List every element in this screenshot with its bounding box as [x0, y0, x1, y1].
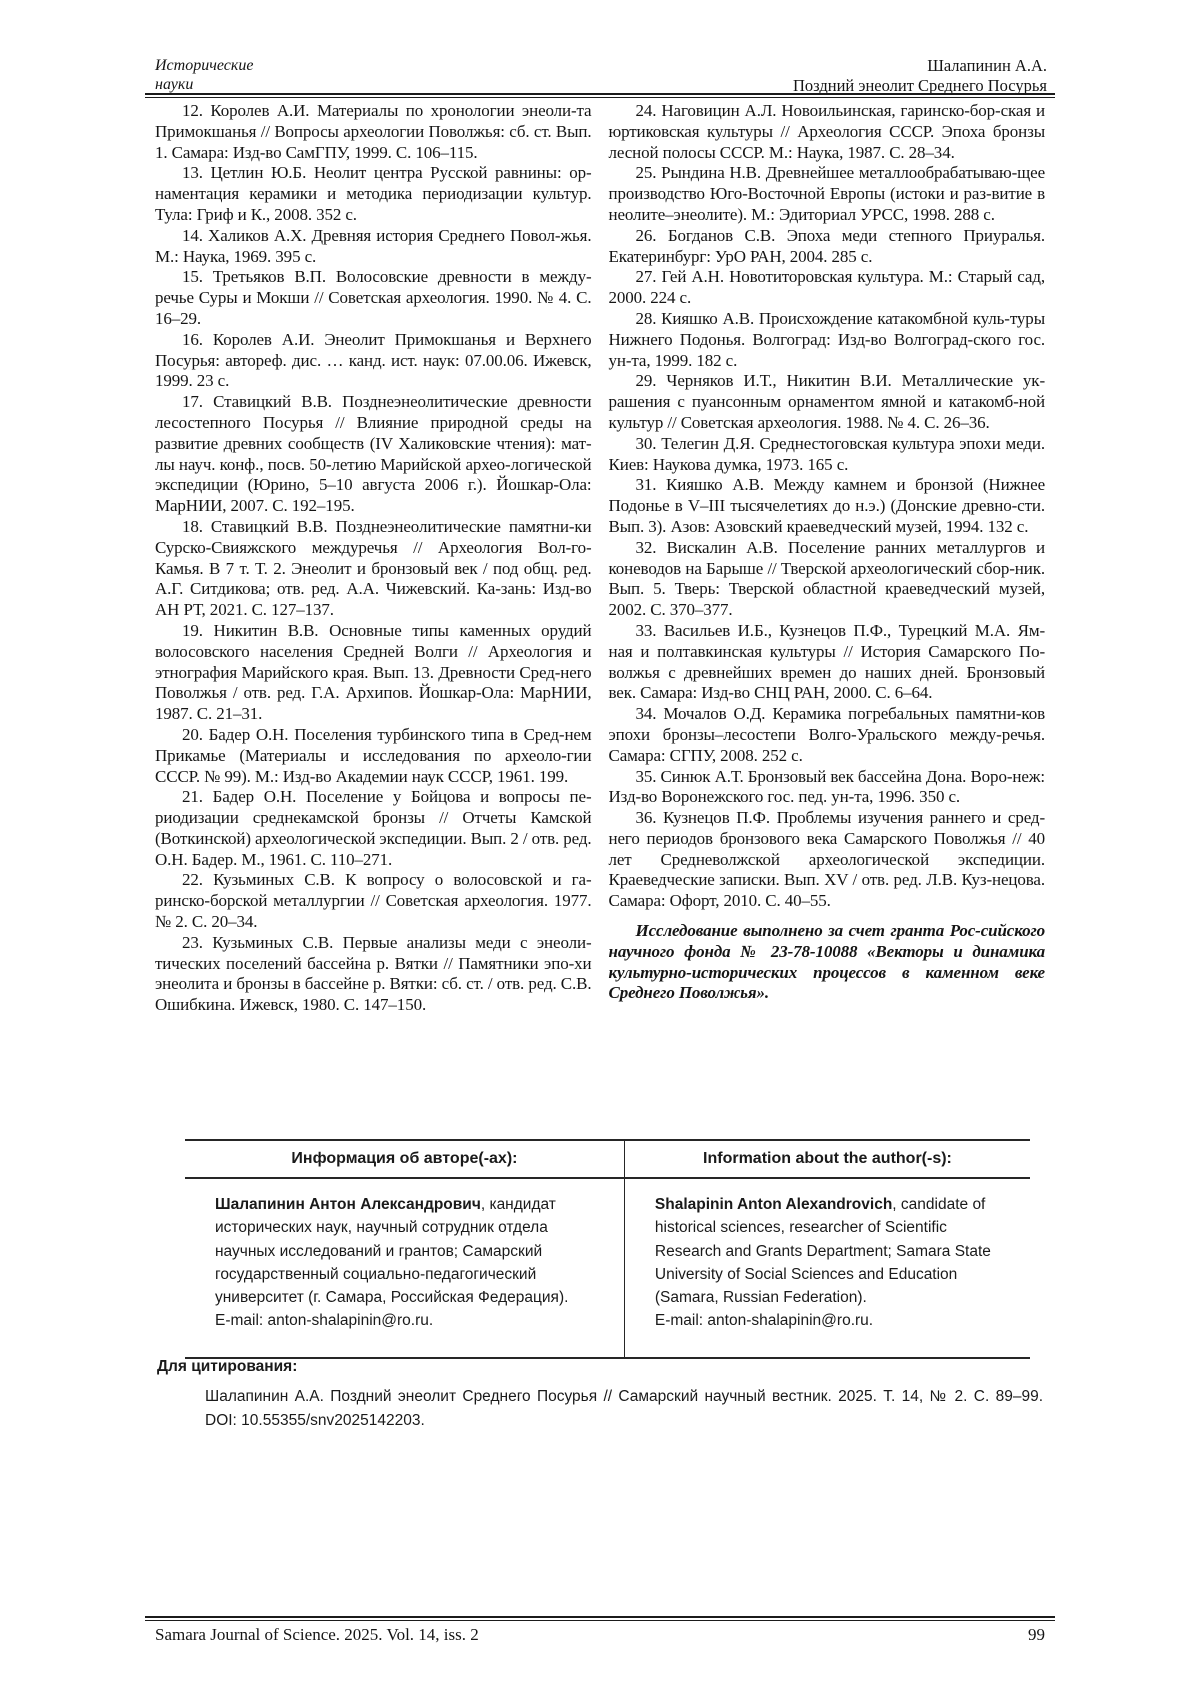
running-head-section-line2: науки	[155, 76, 194, 93]
running-head-author: Шалапинин А.А.	[927, 56, 1047, 75]
reference-item: 33. Васильев И.Б., Кузнецов П.Ф., Турецкий М.А. Ям-ная и полтавкинская культуры // История Самарского По-волжья с древнейших времен до наших дней. Бронзовый век. Самара: Изд-во СНЦ РАН, 2000. С. 6–64.	[608, 620, 1045, 703]
reference-item: 23. Кузьминых С.В. Первые анализы меди с энеоли-тических поселений бассейна р. Вятки // Памятники эпо-хи энеолита и бронзы в бассейне р. Вятки: сб. ст. / отв. ред. С.В. Ошибкина. Ижевск, 1980. С. 147–150.	[155, 932, 592, 1015]
citation-text: Шалапинин А.А. Поздний энеолит Среднего Посурья // Самарский научный вестник. 2025. Т. 14, № 2. С. 89–99.	[205, 1388, 1043, 1405]
author-email-en: E-mail: anton-shalapinin@ro.ru.	[654, 1312, 874, 1330]
reference-item: 17. Ставицкий В.В. Позднеэнеолитические древности лесостепного Посурья // Влияние природной среды на развитие древних сообществ (IV Халиковские чтения): мат-лы науч. конф., посв. 50-летию Марийской архео-логической экспедиции (Юрино, 5–10 августа 2006 г.). Йошкар-Ола: МарНИИ, 2007. С. 192–195.	[155, 392, 592, 516]
references-two-column-layout	[155, 101, 1045, 1016]
reference-item: 36. Кузнецов П.Ф. Проблемы изучения раннего и сред-него периодов бронзового века Самарского Поволжья // 40 лет Средневолжской археологической экспедиции. Краеведческие записки. Вып. XV / отв. ред. Л.В. Куз-нецова. Самара: Офорт, 2010. С. 40–55.	[608, 808, 1045, 911]
author-info-cell-ru	[185, 1178, 624, 1358]
author-info-header-ru: Информация об авторе(-ах):	[185, 1140, 624, 1178]
reference-item: 22. Кузьминых С.В. К вопросу о волосовской и га-ринско-борской металлургии // Советская археология. 1977. № 2. С. 20–34.	[155, 870, 592, 932]
running-head-section-line1: Исторические	[155, 57, 254, 74]
reference-item: 32. Вискалин А.В. Поселение ранних металлургов и коневодов на Барыше // Тверской археологический сбор-ник. Вып. 5. Тверь: Тверской областной краеведческий музей, 2002. С. 370–377.	[608, 537, 1045, 620]
running-head-article	[793, 56, 1047, 96]
top-divider-rule	[145, 93, 1055, 98]
reference-item: 12. Королев А.И. Материалы по хронологии энеоли-та Примокшанья // Вопросы археологии Поволжья: сб. ст. Вып. 1. Самара: Изд-во СамГПУ, 1999. С. 106–115.	[155, 101, 592, 162]
author-info-body-row	[185, 1178, 1030, 1358]
running-head	[155, 56, 1047, 96]
footer-page-number: 99	[1028, 1625, 1045, 1644]
reference-item: 21. Бадер О.Н. Поселение у Бойцова и вопросы пе-риодизации среднекамской бронзы // Отчеты Камской (Воткинской) археологической экспедиции. Вып. 2 / отв. ред. О.Н. Бадер. М., 1961. С. 110–271.	[155, 787, 592, 869]
reference-item: 20. Бадер О.Н. Поселения турбинского типа в Сред-нем Прикамье (Материалы и исследования по археоло-гии СССР. № 99). М.: Изд-во Академии наук СССР, 1961. 199.	[155, 724, 592, 786]
reference-item: 19. Никитин В.В. Основные типы каменных орудий волосовского населения Средней Волги // Археология и этнография Марийского края. Вып. 13. Древности Сред-него Поволжья / отв. ред. Г.А. Архипов. Йошкар-Ола: МарНИИ, 1987. С. 21–31.	[155, 620, 592, 724]
funding-acknowledgment: Исследование выполнено за счет гранта Рос-сийского научного фонда № 23-78-10088 «Векторы и динамика культурно-исторических процессов в каменном веке Среднего Поволжья».	[608, 921, 1045, 1003]
author-description-en: , candidate of historical sciences, researcher of Scientific Research and Grants Department; Samara State University of Social Sciences and Education (Samara, Russian Federation).	[654, 1196, 991, 1306]
reference-item: 14. Халиков А.Х. Древняя история Среднего Повол-жья. М.: Наука, 1969. 395 с.	[155, 225, 592, 266]
running-head-title: Поздний энеолит Среднего Посурья	[792, 76, 1047, 95]
reference-item: 27. Гей А.Н. Новотиторовская культура. М.: Старый сад, 2000. 224 с.	[608, 267, 1045, 308]
author-info-cell-en	[624, 1178, 1030, 1358]
citation-label: Для цитирования:	[157, 1358, 298, 1375]
reference-item: 18. Ставицкий В.В. Позднеэнеолитические памятни-ки Сурско-Свияжского междуречья // Археология Вол-го-Камья. В 7 т. Т. 2. Энеолит и бронзовый век / под общ. ред. А.Г. Ситдикова; отв. ред. А.А. Чижевский. Ка-зань: Изд-во АН РТ, 2021. С. 127–137.	[155, 516, 592, 620]
citation-body	[205, 1385, 1043, 1433]
reference-item: 29. Черняков И.Т., Никитин В.И. Металлические ук-рашения с пуансонным орнаментом ямной и катакомб-ной культур // Советская археология. 1988. № 4. С. 26–36.	[608, 371, 1045, 432]
author-info-header-en: Information about the author(-s):	[624, 1140, 1030, 1178]
author-info-header-row	[185, 1140, 1030, 1178]
reference-item: 16. Королев А.И. Энеолит Примокшанья и Верхнего Посурья: автореф. дис. … канд. ист. наук: 07.00.06. Ижевск, 1999. 23 с.	[155, 329, 592, 391]
citation-section	[157, 1358, 1043, 1433]
footer-journal-name: Samara Journal of Science. 2025. Vol. 14, iss. 2	[155, 1625, 479, 1644]
references-left-column	[155, 101, 592, 1016]
reference-item: 25. Рындина Н.В. Древнейшее металлообрабатываю-щее производство Юго-Восточной Европы (истоки и раз-витие в неолите–энеолите). М.: Эдиториал УРСС, 1998. 288 с.	[608, 163, 1045, 224]
page-footer	[155, 1625, 1045, 1645]
reference-item: 30. Телегин Д.Я. Среднестоговская культура эпохи меди. Киев: Наукова думка, 1973. 165 с.	[608, 433, 1045, 474]
author-info-table	[185, 1139, 1030, 1359]
reference-item: 15. Третьяков В.П. Волосовские древности в между-речье Суры и Мокши // Советская археология. 1990. № 4. С. 16–29.	[155, 267, 592, 328]
citation-doi: DOI: 10.55355/snv2025142203.	[205, 1412, 425, 1430]
reference-item: 28. Кияшко А.В. Происхождение катакомбной куль-туры Нижнего Подонья. Волгоград: Изд-во Волгоград-ского гос. ун-та, 1999. 182 с.	[608, 308, 1045, 370]
running-head-section	[155, 56, 253, 94]
author-email-ru: E-mail: anton-shalapinin@ro.ru.	[215, 1312, 434, 1330]
reference-item: 31. Кияшко А.В. Между камнем и бронзой (Нижнее Подонье в V–III тысячелетиях до н.э.) (Донские древно-сти. Вып. 3). Азов: Азовский краеведческий музей, 1994. 132 с.	[608, 475, 1045, 536]
author-name-ru: Шалапинин Антон Александрович	[215, 1196, 481, 1213]
reference-item: 26. Богданов С.В. Эпоха меди степного Приуралья. Екатеринбург: УрО РАН, 2004. 285 с.	[608, 225, 1045, 266]
bottom-divider-rule	[145, 1616, 1055, 1621]
reference-item: 13. Цетлин Ю.Б. Неолит центра Русской равнины: ор-наментация керамики и методика периодизации культур. Тула: Гриф и К., 2008. 352 с.	[155, 163, 592, 224]
reference-item: 35. Синюк А.Т. Бронзовый век бассейна Дона. Воро-неж: Изд-во Воронежского гос. пед. ун-та, 1996. 350 с.	[608, 766, 1045, 807]
reference-item: 24. Наговицин А.Л. Новоильинская, гаринско-бор-ская и юртиковская культуры // Археология СССР. Эпоха бронзы лесной полосы СССР. М.: Наука, 1987. С. 28–34.	[608, 101, 1045, 162]
references-right-column	[609, 101, 1046, 1016]
author-name-en: Shalapinin Anton Alexandrovich	[654, 1196, 893, 1213]
author-description-ru: , кандидат исторических наук, научный сотрудник отдела научных исследований и грантов; Самарский государственный социально-педагогический университет (г. Самара, Российская Федерация).	[215, 1196, 569, 1306]
reference-item: 34. Мочалов О.Д. Керамика погребальных памятни-ков эпохи бронзы–лесостепи Волго-Уральского между-речья. Самара: СГПУ, 2008. 252 с.	[608, 704, 1045, 765]
